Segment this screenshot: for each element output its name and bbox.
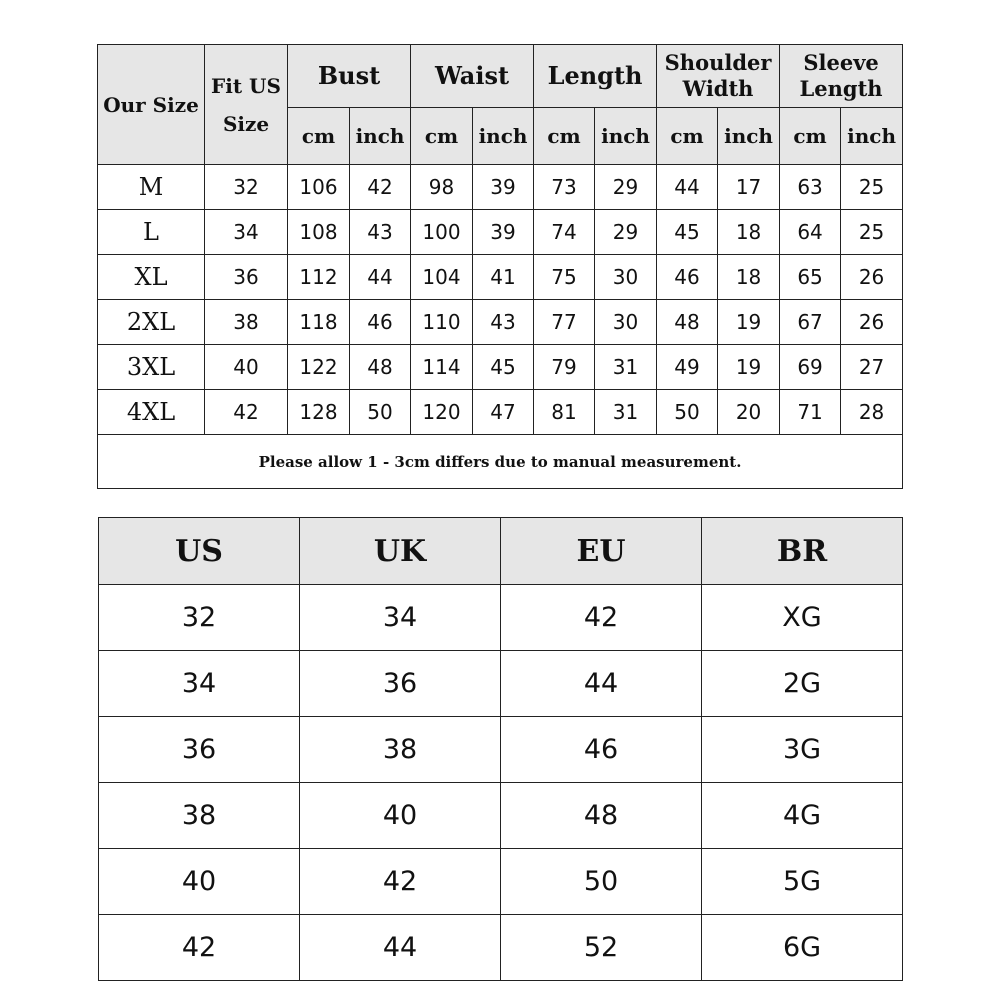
shoulder-cm-cell: 45 [657, 210, 718, 255]
us-header: US [99, 518, 300, 585]
length-cm-cell: 74 [534, 210, 595, 255]
waist-inch-header: inch [473, 108, 534, 165]
eu-cell: 52 [501, 915, 702, 981]
fit-us-header-line2: Size [222, 111, 270, 136]
length-cm-cell: 73 [534, 165, 595, 210]
length-inch-cell: 30 [595, 255, 657, 300]
length-inch-cell: 31 [595, 390, 657, 435]
length-cm-cell: 77 [534, 300, 595, 345]
shoulder-inch-cell: 19 [718, 345, 780, 390]
our-size-header: Our Size [98, 45, 205, 165]
us-cell: 36 [99, 717, 300, 783]
length-cm-cell: 79 [534, 345, 595, 390]
waist-header: Waist [411, 45, 534, 108]
br-cell: 6G [702, 915, 903, 981]
conversion-header-row [99, 518, 903, 585]
sleeve-inch-cell: 25 [841, 165, 903, 210]
size-chart-header-row [98, 45, 903, 108]
us-size-cell: 42 [205, 390, 288, 435]
measurement-note: Please allow 1 - 3cm differs due to manual measurement. [98, 435, 903, 489]
length-cm-cell: 75 [534, 255, 595, 300]
table-row [98, 255, 903, 300]
sleeve-inch-cell: 27 [841, 345, 903, 390]
us-cell: 38 [99, 783, 300, 849]
table-row [98, 300, 903, 345]
sleeve-inch-cell: 26 [841, 255, 903, 300]
us-size-cell: 34 [205, 210, 288, 255]
waist-inch-cell: 45 [473, 345, 534, 390]
waist-cm-cell: 114 [411, 345, 473, 390]
table-row [99, 651, 903, 717]
waist-inch-cell: 39 [473, 210, 534, 255]
br-header: BR [702, 518, 903, 585]
table-row [99, 717, 903, 783]
sleeve-inch-cell: 25 [841, 210, 903, 255]
waist-inch-cell: 43 [473, 300, 534, 345]
size-conversion-table [98, 517, 903, 981]
waist-cm-cell: 110 [411, 300, 473, 345]
uk-cell: 42 [300, 849, 501, 915]
length-inch-header: inch [595, 108, 657, 165]
us-size-cell: 36 [205, 255, 288, 300]
uk-header: UK [300, 518, 501, 585]
fit-us-size-header [205, 45, 288, 165]
bust-cm-cell: 112 [288, 255, 350, 300]
size-chart-table [97, 44, 903, 489]
waist-cm-cell: 104 [411, 255, 473, 300]
length-inch-cell: 29 [595, 210, 657, 255]
uk-cell: 36 [300, 651, 501, 717]
br-cell: 2G [702, 651, 903, 717]
waist-inch-cell: 47 [473, 390, 534, 435]
table-row [99, 783, 903, 849]
sleeve-cm-cell: 71 [780, 390, 841, 435]
sleeve-inch-cell: 28 [841, 390, 903, 435]
shoulder-header-line2: Width [682, 76, 754, 101]
shoulder-cm-cell: 46 [657, 255, 718, 300]
bust-cm-header: cm [288, 108, 350, 165]
uk-cell: 40 [300, 783, 501, 849]
eu-header: EU [501, 518, 702, 585]
waist-inch-cell: 39 [473, 165, 534, 210]
shoulder-cm-cell: 49 [657, 345, 718, 390]
length-inch-cell: 31 [595, 345, 657, 390]
our-size-cell: 2XL [98, 300, 205, 345]
br-cell: 4G [702, 783, 903, 849]
waist-cm-cell: 120 [411, 390, 473, 435]
table-row [98, 390, 903, 435]
eu-cell: 48 [501, 783, 702, 849]
shoulder-inch-cell: 19 [718, 300, 780, 345]
eu-cell: 50 [501, 849, 702, 915]
sleeve-header-line1: Sleeve [803, 50, 879, 75]
waist-inch-cell: 41 [473, 255, 534, 300]
shoulder-cm-cell: 50 [657, 390, 718, 435]
br-cell: XG [702, 585, 903, 651]
sleeve-cm-cell: 64 [780, 210, 841, 255]
shoulder-inch-cell: 20 [718, 390, 780, 435]
waist-cm-header: cm [411, 108, 473, 165]
table-row [99, 849, 903, 915]
bust-inch-cell: 48 [350, 345, 411, 390]
length-cm-header: cm [534, 108, 595, 165]
us-cell: 32 [99, 585, 300, 651]
bust-inch-header: inch [350, 108, 411, 165]
waist-cm-cell: 100 [411, 210, 473, 255]
sleeve-inch-cell: 26 [841, 300, 903, 345]
bust-cm-cell: 128 [288, 390, 350, 435]
sleeve-cm-cell: 63 [780, 165, 841, 210]
shoulder-cm-cell: 44 [657, 165, 718, 210]
us-cell: 40 [99, 849, 300, 915]
us-size-cell: 40 [205, 345, 288, 390]
bust-inch-cell: 44 [350, 255, 411, 300]
length-header: Length [534, 45, 657, 108]
shoulder-inch-header: inch [718, 108, 780, 165]
bust-cm-cell: 108 [288, 210, 350, 255]
length-inch-cell: 30 [595, 300, 657, 345]
sleeve-cm-header: cm [780, 108, 841, 165]
table-row [98, 210, 903, 255]
shoulder-inch-cell: 17 [718, 165, 780, 210]
our-size-cell: XL [98, 255, 205, 300]
us-size-cell: 32 [205, 165, 288, 210]
sleeve-cm-cell: 65 [780, 255, 841, 300]
sleeve-cm-cell: 69 [780, 345, 841, 390]
our-size-cell: M [98, 165, 205, 210]
eu-cell: 44 [501, 651, 702, 717]
bust-cm-cell: 118 [288, 300, 350, 345]
our-size-cell: L [98, 210, 205, 255]
uk-cell: 38 [300, 717, 501, 783]
bust-inch-cell: 50 [350, 390, 411, 435]
sleeve-header-line2: Length [799, 76, 883, 101]
table-row [99, 585, 903, 651]
fit-us-header-line1: Fit US [211, 73, 281, 98]
table-row [98, 345, 903, 390]
br-cell: 5G [702, 849, 903, 915]
our-size-cell: 4XL [98, 390, 205, 435]
bust-inch-cell: 42 [350, 165, 411, 210]
shoulder-inch-cell: 18 [718, 255, 780, 300]
shoulder-width-header [657, 45, 780, 108]
shoulder-header-line1: Shoulder [664, 50, 772, 75]
bust-header: Bust [288, 45, 411, 108]
us-cell: 34 [99, 651, 300, 717]
sleeve-inch-header: inch [841, 108, 903, 165]
table-row [98, 165, 903, 210]
bust-cm-cell: 106 [288, 165, 350, 210]
shoulder-cm-header: cm [657, 108, 718, 165]
eu-cell: 42 [501, 585, 702, 651]
our-size-cell: 3XL [98, 345, 205, 390]
waist-cm-cell: 98 [411, 165, 473, 210]
table-row [99, 915, 903, 981]
us-size-cell: 38 [205, 300, 288, 345]
note-row [98, 435, 903, 489]
uk-cell: 34 [300, 585, 501, 651]
sleeve-cm-cell: 67 [780, 300, 841, 345]
us-cell: 42 [99, 915, 300, 981]
bust-cm-cell: 122 [288, 345, 350, 390]
eu-cell: 46 [501, 717, 702, 783]
length-cm-cell: 81 [534, 390, 595, 435]
uk-cell: 44 [300, 915, 501, 981]
shoulder-cm-cell: 48 [657, 300, 718, 345]
sleeve-length-header [780, 45, 903, 108]
br-cell: 3G [702, 717, 903, 783]
length-inch-cell: 29 [595, 165, 657, 210]
bust-inch-cell: 46 [350, 300, 411, 345]
shoulder-inch-cell: 18 [718, 210, 780, 255]
bust-inch-cell: 43 [350, 210, 411, 255]
